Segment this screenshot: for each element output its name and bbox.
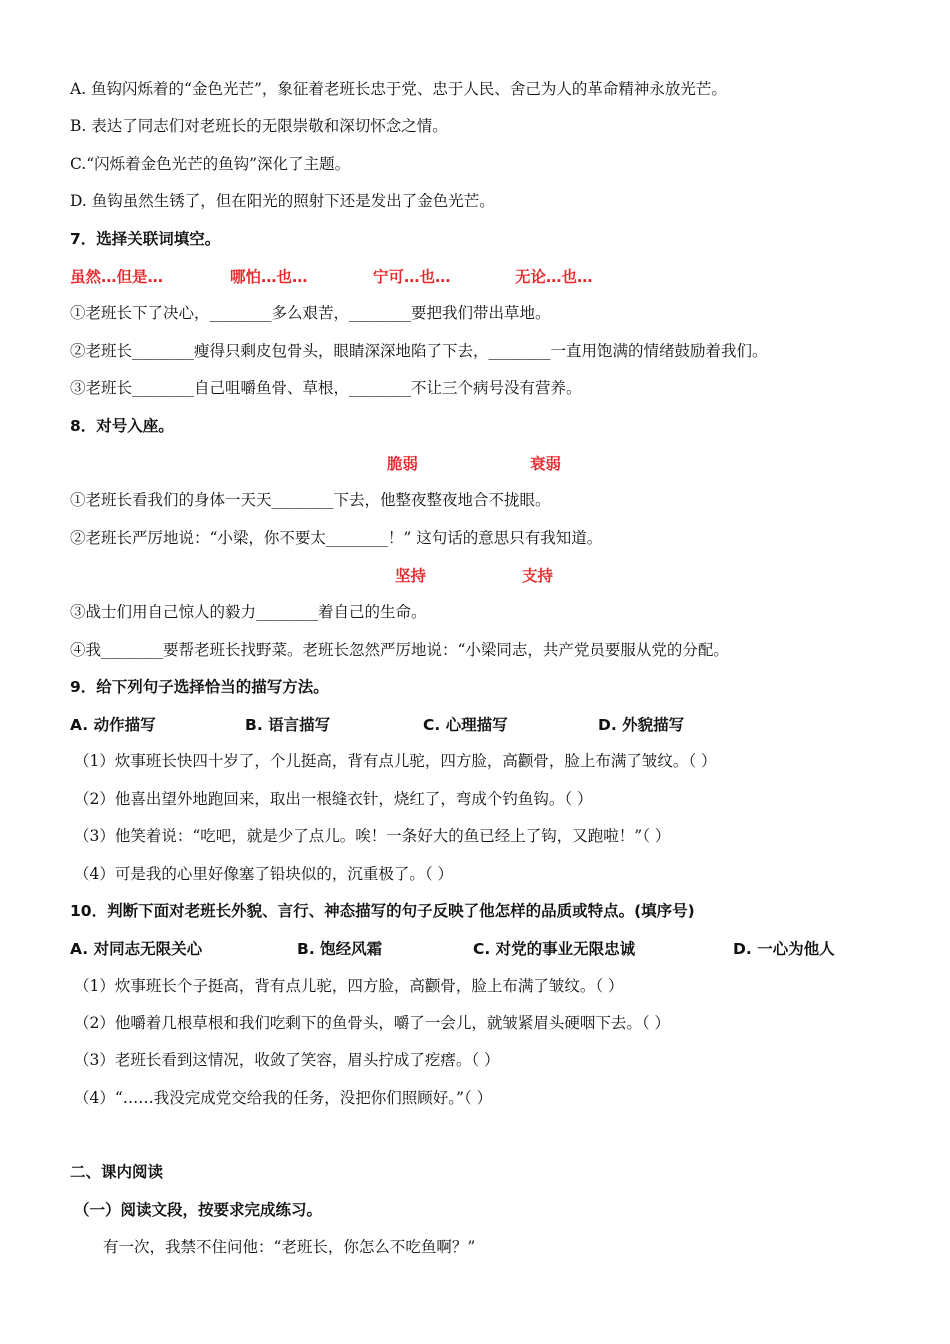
q10-item-4: （4）“……我没完成党交给我的任务，没把你们照顾好。”（ ） [74,1089,493,1107]
q8-item-1: ①老班长看我们的身体一天天________下去，他整夜整夜地合不拢眼。 [70,491,551,509]
q9-item-2: （2）他喜出望外地跑回来，取出一根缝衣针，烧红了，弯成个钓鱼钩。（ ） [74,790,593,808]
q9-item-1: （1）炊事班长快四十岁了，个儿挺高，背有点儿驼，四方脸，高颧骨，脸上布满了皱纹。（ ） [74,752,717,770]
q8-item-2: ②老班长严厉地说：“小梁，你不要太________！” 这句话的意思只有我知道。 [70,529,603,547]
q8-word-2: 衰弱 [530,455,562,473]
q9-option-d: D. 外貌描写 [598,716,685,734]
q8-item-3: ③战士们用自己惊人的毅力________着自己的生命。 [70,603,427,621]
q6-option-b: B. 表达了同志们对老班长的无限崇敬和深切怀念之情。 [70,117,448,135]
q6-option-c: C.“闪烁着金色光芒的鱼钩”深化了主题。 [70,155,351,173]
q7-word-3: 宁可…也… [373,268,451,286]
q10-option-b: B. 饱经风霜 [297,940,383,958]
section2-paragraph: 有一次，我禁不住问他：“老班长，你怎么不吃鱼啊？” [103,1238,476,1256]
q8-word-3: 坚持 [395,567,427,585]
q10-option-a: A. 对同志无限关心 [70,940,203,958]
q7-word-1: 虽然…但是… [70,268,164,286]
q6-option-a: A. 鱼钩闪烁着的“金色光芒”，象征着老班长忠于党、忠于人民、舍己为人的革命精神永放光芒。 [70,80,727,98]
q7-word-4: 无论…也… [515,268,593,286]
q7-word-2: 哪怕…也… [230,268,308,286]
q10-item-2: （2）他嚼着几根草根和我们吃剩下的鱼骨头，嚼了一会儿，就皱紧眉头硬咽下去。（ ） [74,1014,671,1032]
q7-item-3: ③老班长________自己咀嚼鱼骨、草根，________不让三个病号没有营养。 [70,379,582,397]
q10-title: 10．判断下面对老班长外貌、言行、神态描写的句子反映了他怎样的品质或特点。(填序号) [70,902,695,920]
q7-item-2: ②老班长________瘦得只剩皮包骨头，眼睛深深地陷了下去，________一直用饱满的情绪鼓励着我们。 [70,342,768,360]
q8-title: 8．对号入座。 [70,417,174,435]
section2-title: 二、课内阅读 [70,1163,164,1181]
q7-title: 7．选择关联词填空。 [70,230,221,248]
q10-option-d: D. 一心为他人 [733,940,835,958]
q9-item-4: （4）可是我的心里好像塞了铅块似的，沉重极了。（ ） [74,865,454,883]
q8-item-4: ④我________要帮老班长找野菜。老班长忽然严厉地说：“小梁同志，共产党员要服从党的分配。 [70,641,729,659]
q9-item-3: （3）他笑着说：“吃吧，就是少了点儿。唉！一条好大的鱼已经上了钩，又跑啦！”（ ） [74,827,671,845]
q8-word-1: 脆弱 [387,455,419,473]
q9-option-b: B. 语言描写 [245,716,331,734]
q7-item-1: ①老班长下了决心，________多么艰苦，________要把我们带出草地。 [70,304,551,322]
q9-option-c: C. 心理描写 [423,716,508,734]
q10-item-3: （3）老班长看到这情况，收敛了笑容，眉头拧成了疙瘩。（ ） [74,1051,500,1069]
q10-item-1: （1）炊事班长个子挺高，背有点儿驼，四方脸，高颧骨，脸上布满了皱纹。（ ） [74,977,624,995]
q9-title: 9．给下列句子选择恰当的描写方法。 [70,678,329,696]
q9-option-a: A. 动作描写 [70,716,156,734]
section2-subtitle: （一）阅读文段，按要求完成练习。 [74,1201,323,1219]
q8-word-4: 支持 [522,567,554,585]
q6-option-d: D. 鱼钩虽然生锈了，但在阳光的照射下还是发出了金色光芒。 [70,192,495,210]
q10-option-c: C. 对党的事业无限忠诚 [473,940,636,958]
